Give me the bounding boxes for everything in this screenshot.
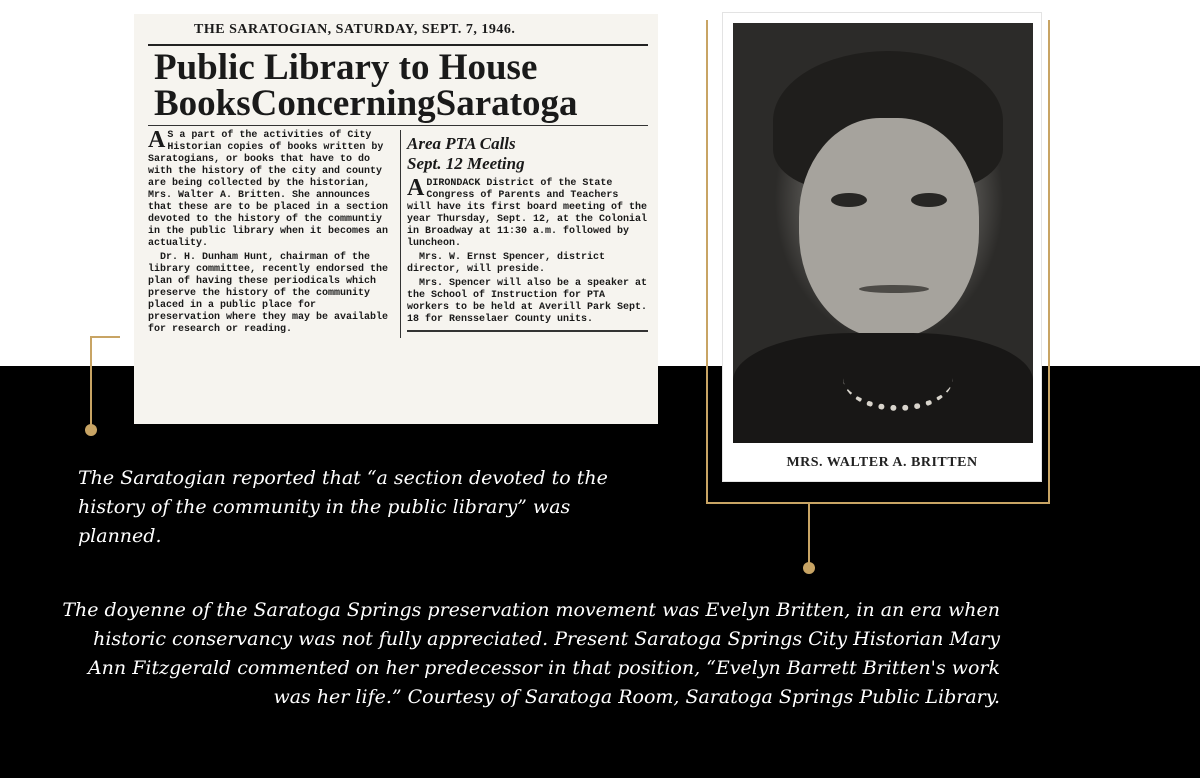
portrait-caption: MRS. WALTER A. BRITTEN	[786, 455, 978, 470]
pta-article-dropcap: A	[407, 175, 425, 201]
portrait-connector-vertical	[808, 504, 810, 566]
pta-article-text-1: DIRONDACK District of the State Congress of Parents and Teachers will have its first board meeting of the year Thursday, Sept. 12, at the Colonial in Broadway at 11:30 a.m. followed by luncheon.	[407, 178, 648, 249]
library-article-column	[148, 127, 401, 338]
clipping-caption: The Saratogian reported that “a section devoted to the history of the community in the public library” was planned.	[78, 467, 608, 547]
portrait-right-eye	[911, 193, 947, 207]
pta-headline-line-1: Area PTA Calls	[407, 134, 516, 153]
portrait-frame-right	[1048, 20, 1050, 504]
library-article-text-1: S a part of the activities of City Historian copies of books written by Saratogians, or books that have to do with the history of the city and county are being collected by the historian, Mrs. Walter A. Britten. She announces that these are to be placed in a section devoted to the history of the communtiy in the public library when it becomes an actuality.	[148, 130, 389, 249]
portrait-mouth	[859, 285, 929, 293]
pta-article-paragraph-1	[407, 175, 648, 250]
pta-article-end-rule	[407, 330, 648, 332]
library-article-paragraph-1	[148, 127, 394, 250]
pearl-necklace	[843, 345, 953, 411]
portrait-frame-bottom	[706, 502, 1050, 504]
portrait-photo	[733, 23, 1033, 443]
newspaper-masthead: THE SARATOGIAN, SATURDAY, SEPT. 7, 1946.	[194, 22, 516, 37]
clipping-headline	[148, 47, 648, 124]
portrait-face	[799, 118, 979, 338]
left-connector-dot	[85, 424, 97, 436]
article-columns	[148, 127, 648, 338]
pta-article-headline	[407, 134, 648, 174]
newspaper-clipping	[134, 14, 658, 424]
portrait-card	[722, 12, 1042, 482]
masthead-rule	[148, 44, 648, 46]
pta-article-column	[401, 130, 648, 338]
portrait-left-eye	[831, 193, 867, 207]
library-article-dropcap: A	[148, 127, 166, 153]
left-connector-horizontal	[90, 336, 120, 338]
pta-headline-line-2: Sept. 12 Meeting	[407, 154, 525, 173]
portrait-caption-text: The doyenne of the Saratoga Springs preservation movement was Evelyn Britten, in an era when historic conservancy was not fully appreciated. Present Saratoga Springs City Historian Mary Ann Fitzgerald commented on her predecessor in that position, “Evelyn Barrett Britten's work was her life.” Courtesy of Saratoga Room, Saratoga Springs Public Library.	[62, 599, 1000, 708]
headline-line-2: BooksConcerningSaratoga	[154, 83, 578, 124]
headline-rule	[148, 125, 648, 126]
left-connector-vertical	[90, 336, 92, 428]
pta-article-paragraph-3: Mrs. Spencer will also be a speaker at the School of Instruction for PTA workers to be held at Averill Park Sept. 18 for Rensselaer County units.	[407, 278, 648, 325]
library-article-paragraph-2: Dr. H. Dunham Hunt, chairman of the library committee, recently endorsed the plan of having these periodicals which preserve the history of the community placed in a public place for preservation where they may be available for research or reading.	[148, 252, 389, 335]
headline-line-1: Public Library to House	[154, 47, 538, 88]
pta-article-paragraph-2: Mrs. W. Ernst Spencer, district director, will preside.	[407, 252, 606, 275]
portrait-frame-left	[706, 20, 708, 504]
portrait-connector-dot	[803, 562, 815, 574]
